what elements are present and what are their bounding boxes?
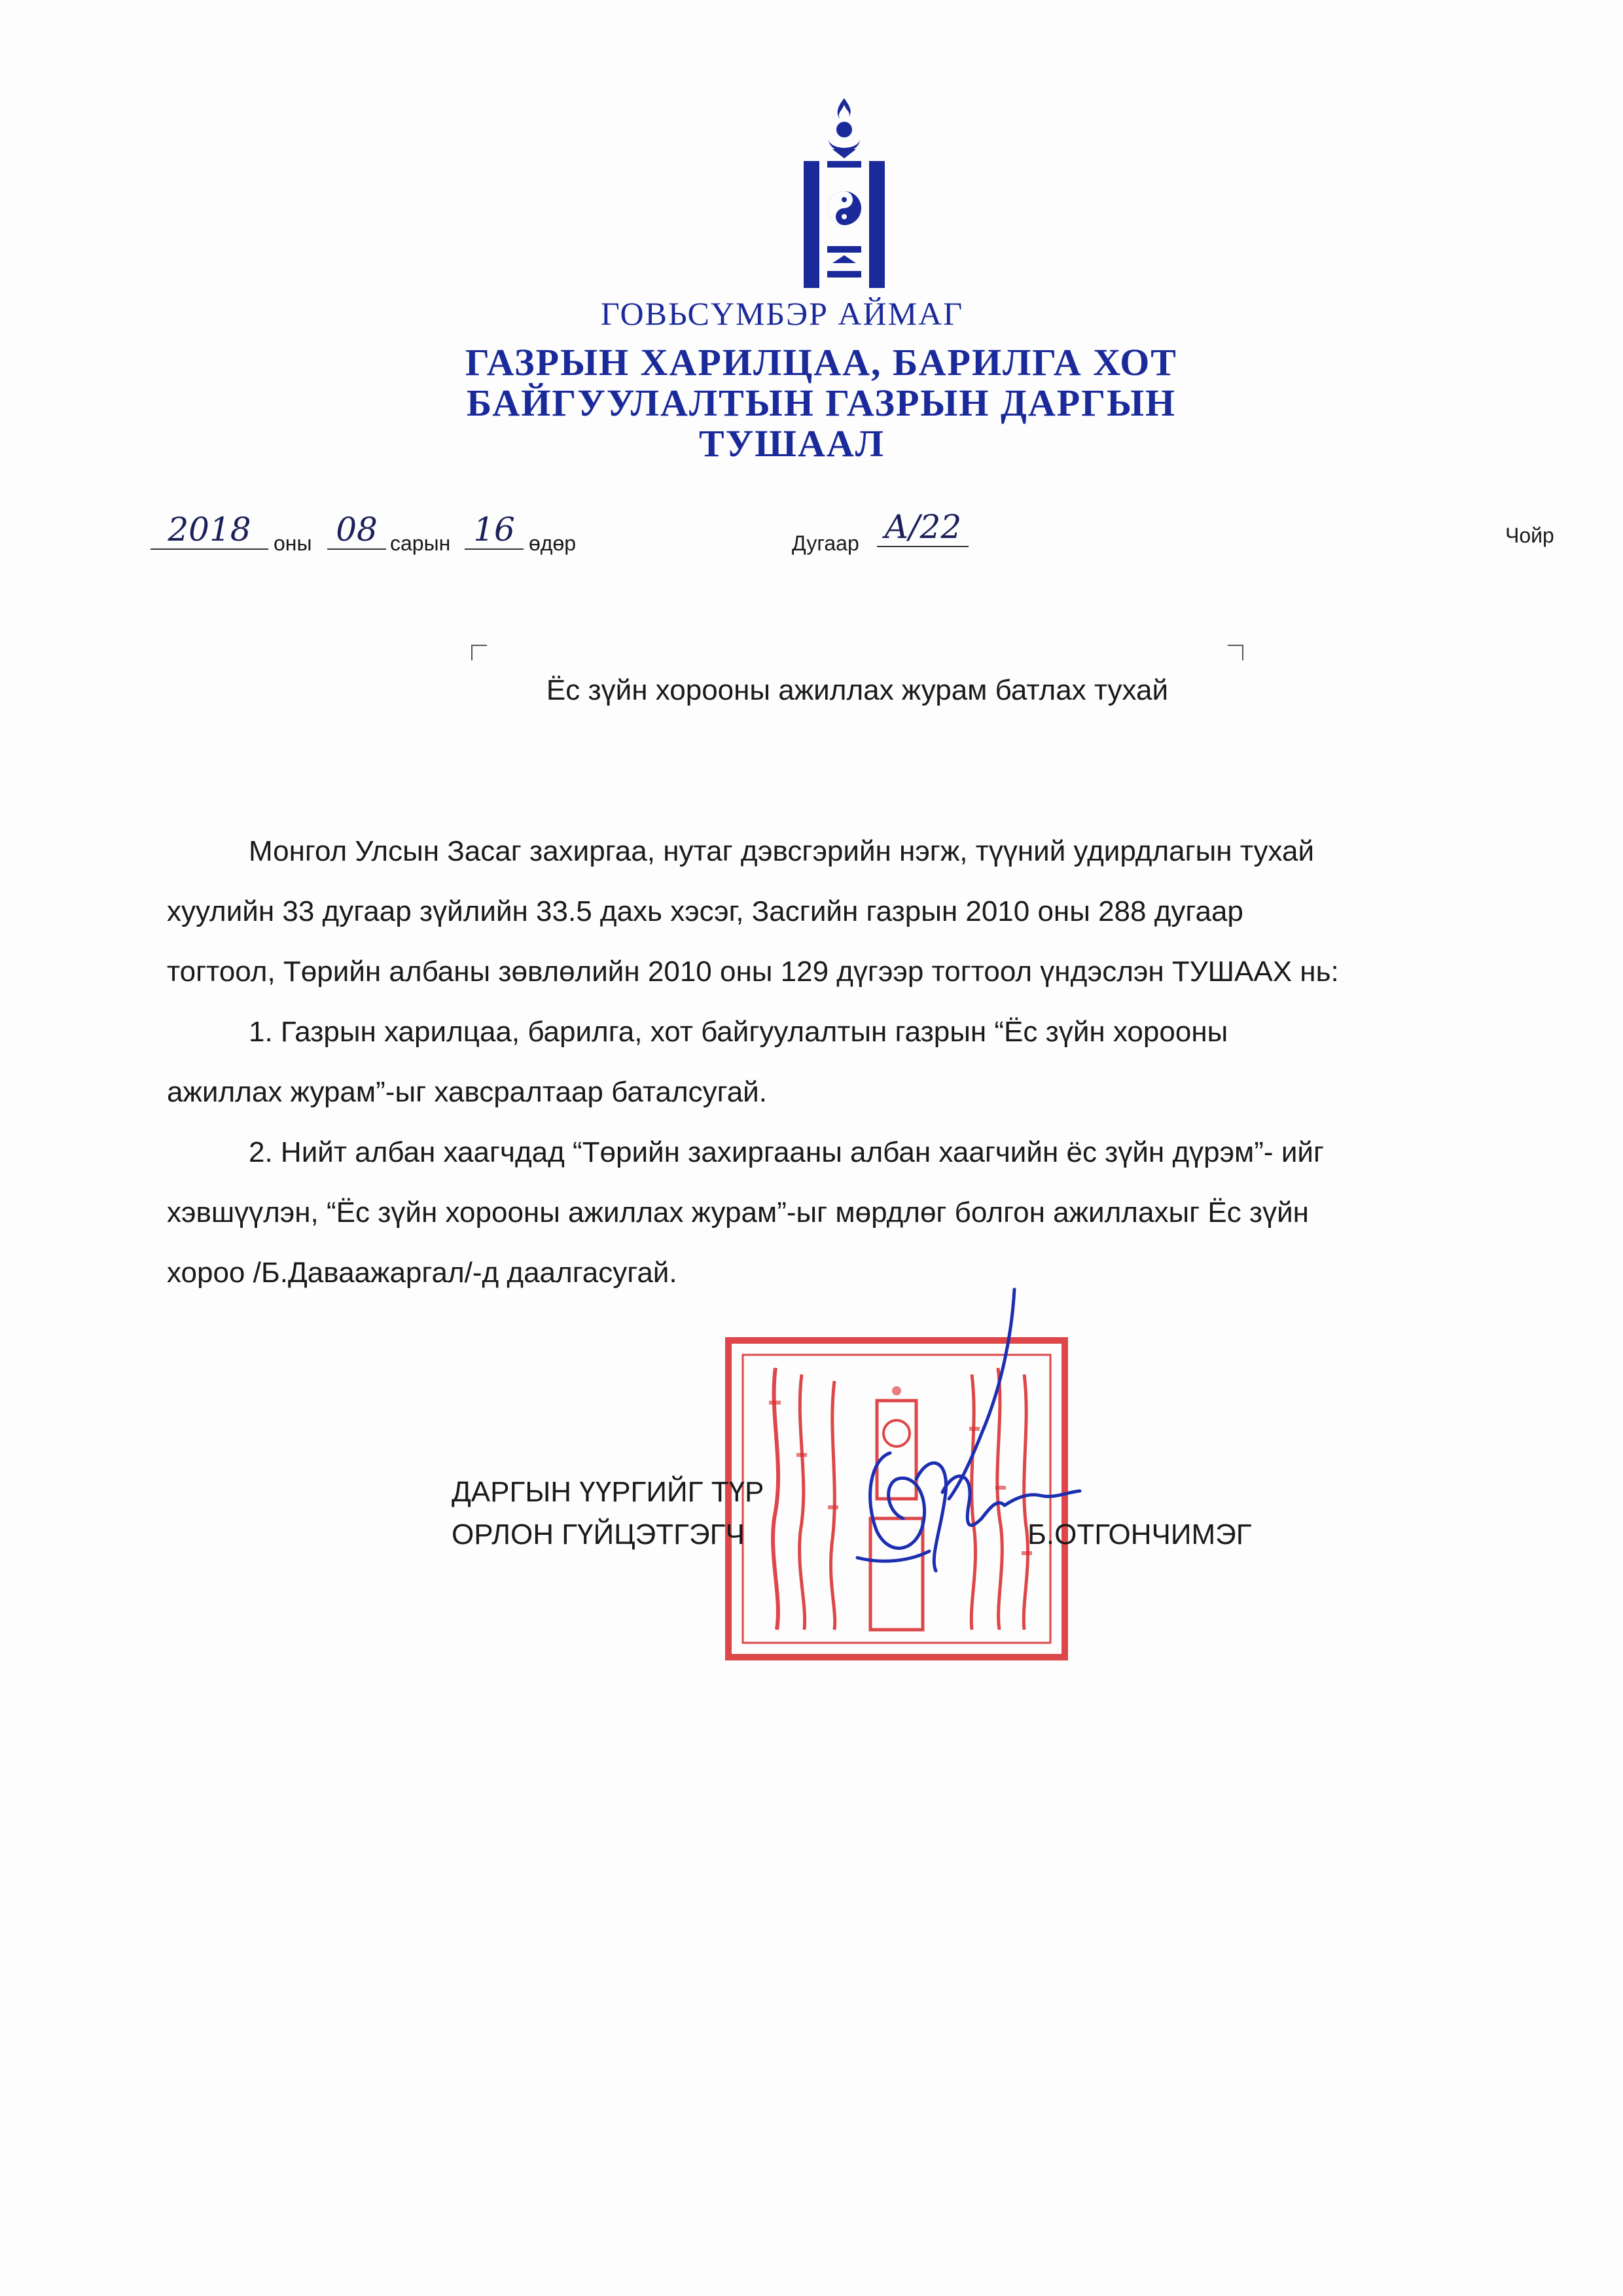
subject-block bbox=[471, 645, 1243, 717]
organization-line-2: БАЙГУУЛАЛТЫН ГАЗРЫН ДАРГЫН bbox=[466, 382, 1177, 424]
body-line: хэвшүүлэн, “Ёс зүйн хорооны ажиллах журам”-ыг мөрдлөг болгон ажиллахыг Ёс зүйн bbox=[167, 1196, 1309, 1229]
signer-name: Б.ОТГОНЧИМЭГ bbox=[1027, 1518, 1252, 1551]
date-month: 08 bbox=[327, 511, 386, 550]
document-subject: Ёс зүйн хорооны ажиллах журам батлах тухай bbox=[546, 674, 1169, 706]
document-number: А/22 bbox=[877, 508, 969, 547]
organization-line-1: ГАЗРЫН ХАРИЛЦАА, БАРИЛГА ХОТ bbox=[465, 341, 1177, 384]
corner-mark-left bbox=[471, 645, 487, 660]
body-line: Монгол Улсын Засаг захиргаа, нутаг дэвсгэрийн нэгж, түүний удирдлагын тухай bbox=[249, 835, 1315, 867]
body-line: ажиллах журам”-ыг хавсралтаар баталсугай. bbox=[167, 1076, 767, 1108]
handwritten-signature bbox=[818, 1283, 1093, 1623]
document-type: ТУШААЛ bbox=[699, 422, 885, 465]
soyombo-emblem-icon bbox=[798, 98, 890, 288]
body-line: тогтоол, Төрийн албаны зөвлөлийн 2010 оны 129 дүгээр тогтоол үндэслэн ТУШААХ нь: bbox=[167, 956, 1339, 988]
body-line: 1. Газрын харилцаа, барилга, хот байгуулалтын газрын “Ёс зүйн хорооны bbox=[249, 1016, 1228, 1048]
date-month-suffix: сарын bbox=[390, 531, 451, 555]
signer-title-line-1: ДАРГЫН ҮҮРГИЙГ ТҮР bbox=[452, 1476, 764, 1508]
body-line: хуулийн 33 дугаар зүйлийн 33.5 дахь хэсэг, Засгийн газрын 2010 оны 288 дугаар bbox=[167, 895, 1243, 927]
document-place: Чойр bbox=[1505, 524, 1554, 547]
signer-title-line-2: ОРЛОН ГҮЙЦЭТГЭГЧ bbox=[452, 1518, 745, 1551]
date-day-suffix: өдөр bbox=[529, 531, 577, 555]
body-line: хороо /Б.Даваажаргал/-д даалгасугай. bbox=[167, 1257, 677, 1289]
document-number-label: Дугаар bbox=[792, 531, 859, 555]
date-year-suffix: оны bbox=[274, 531, 312, 555]
date-year: 2018 bbox=[151, 511, 268, 550]
date-day: 16 bbox=[465, 511, 524, 550]
body-line: 2. Нийт албан хаагчдад “Төрийн захиргааны албан хаагчийн ёс зүйн дүрэм”- ийг bbox=[249, 1136, 1325, 1168]
corner-mark-right bbox=[1228, 645, 1243, 660]
date-number-row bbox=[0, 508, 1623, 563]
aimag-name: ГОВЬСҮМБЭР АЙМАГ bbox=[600, 295, 964, 332]
